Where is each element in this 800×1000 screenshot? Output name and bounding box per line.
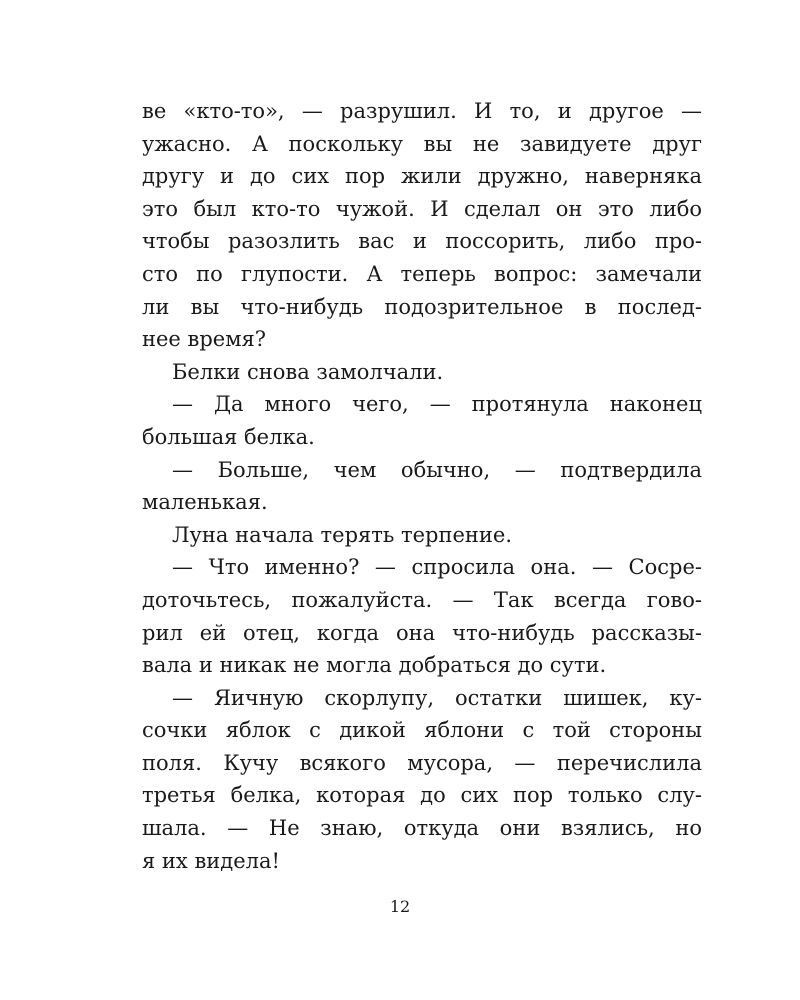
text-line: другу и до сих пор жили дружно, наверняка [142,164,702,189]
text-line: ве «кто-то», — разрушил. И то, и другое — [142,99,702,123]
text-line: рил ей отец, когда она что-нибудь рассказы- [142,620,702,645]
text-line: Белки снова замолчали. [172,359,444,384]
text-line: чтобы разозлить вас и поссорить, либо про- [142,229,702,254]
text-line: шала. — Не знаю, откуда они взялись, но [142,816,702,841]
page-text [142,95,702,877]
text-line: сто по глупости. А теперь вопрос: замечали [142,261,702,286]
text-line: я их видела! [142,848,280,873]
text-line: сочки яблок с дикой яблони с той стороны [142,718,702,743]
text-line: — Что именно? — спросила она. — Сосре- [172,555,702,580]
page-number: 12 [389,897,411,916]
text-line: третья белка, которая до сих пор только слу- [142,783,702,808]
text-line: доточьтесь, пожалуйста. — Так всегда гово- [142,587,702,612]
text-line: поля. Кучу всякого мусора, — перечислила [142,750,702,775]
text-line: ужасно. А поскольку вы не завидуете друг [142,131,702,156]
text-line: маленькая. [142,490,268,515]
text-line: ли вы что-нибудь подозрительное в послед- [142,294,702,319]
text-line: это был кто-то чужой. И сделал он это либо [142,196,702,221]
text-line: вала и никак не могла добраться до сути. [142,653,607,678]
text-line: нее время? [142,327,267,352]
text-line: большая белка. [142,424,315,449]
text-line: Луна начала терять терпение. [172,522,512,547]
text-line: — Больше, чем обычно, — подтвердила [172,457,702,482]
text-line: — Яичную скорлупу, остатки шишек, ку- [172,685,702,710]
text-line: — Да много чего, — протянула наконец [172,392,702,417]
